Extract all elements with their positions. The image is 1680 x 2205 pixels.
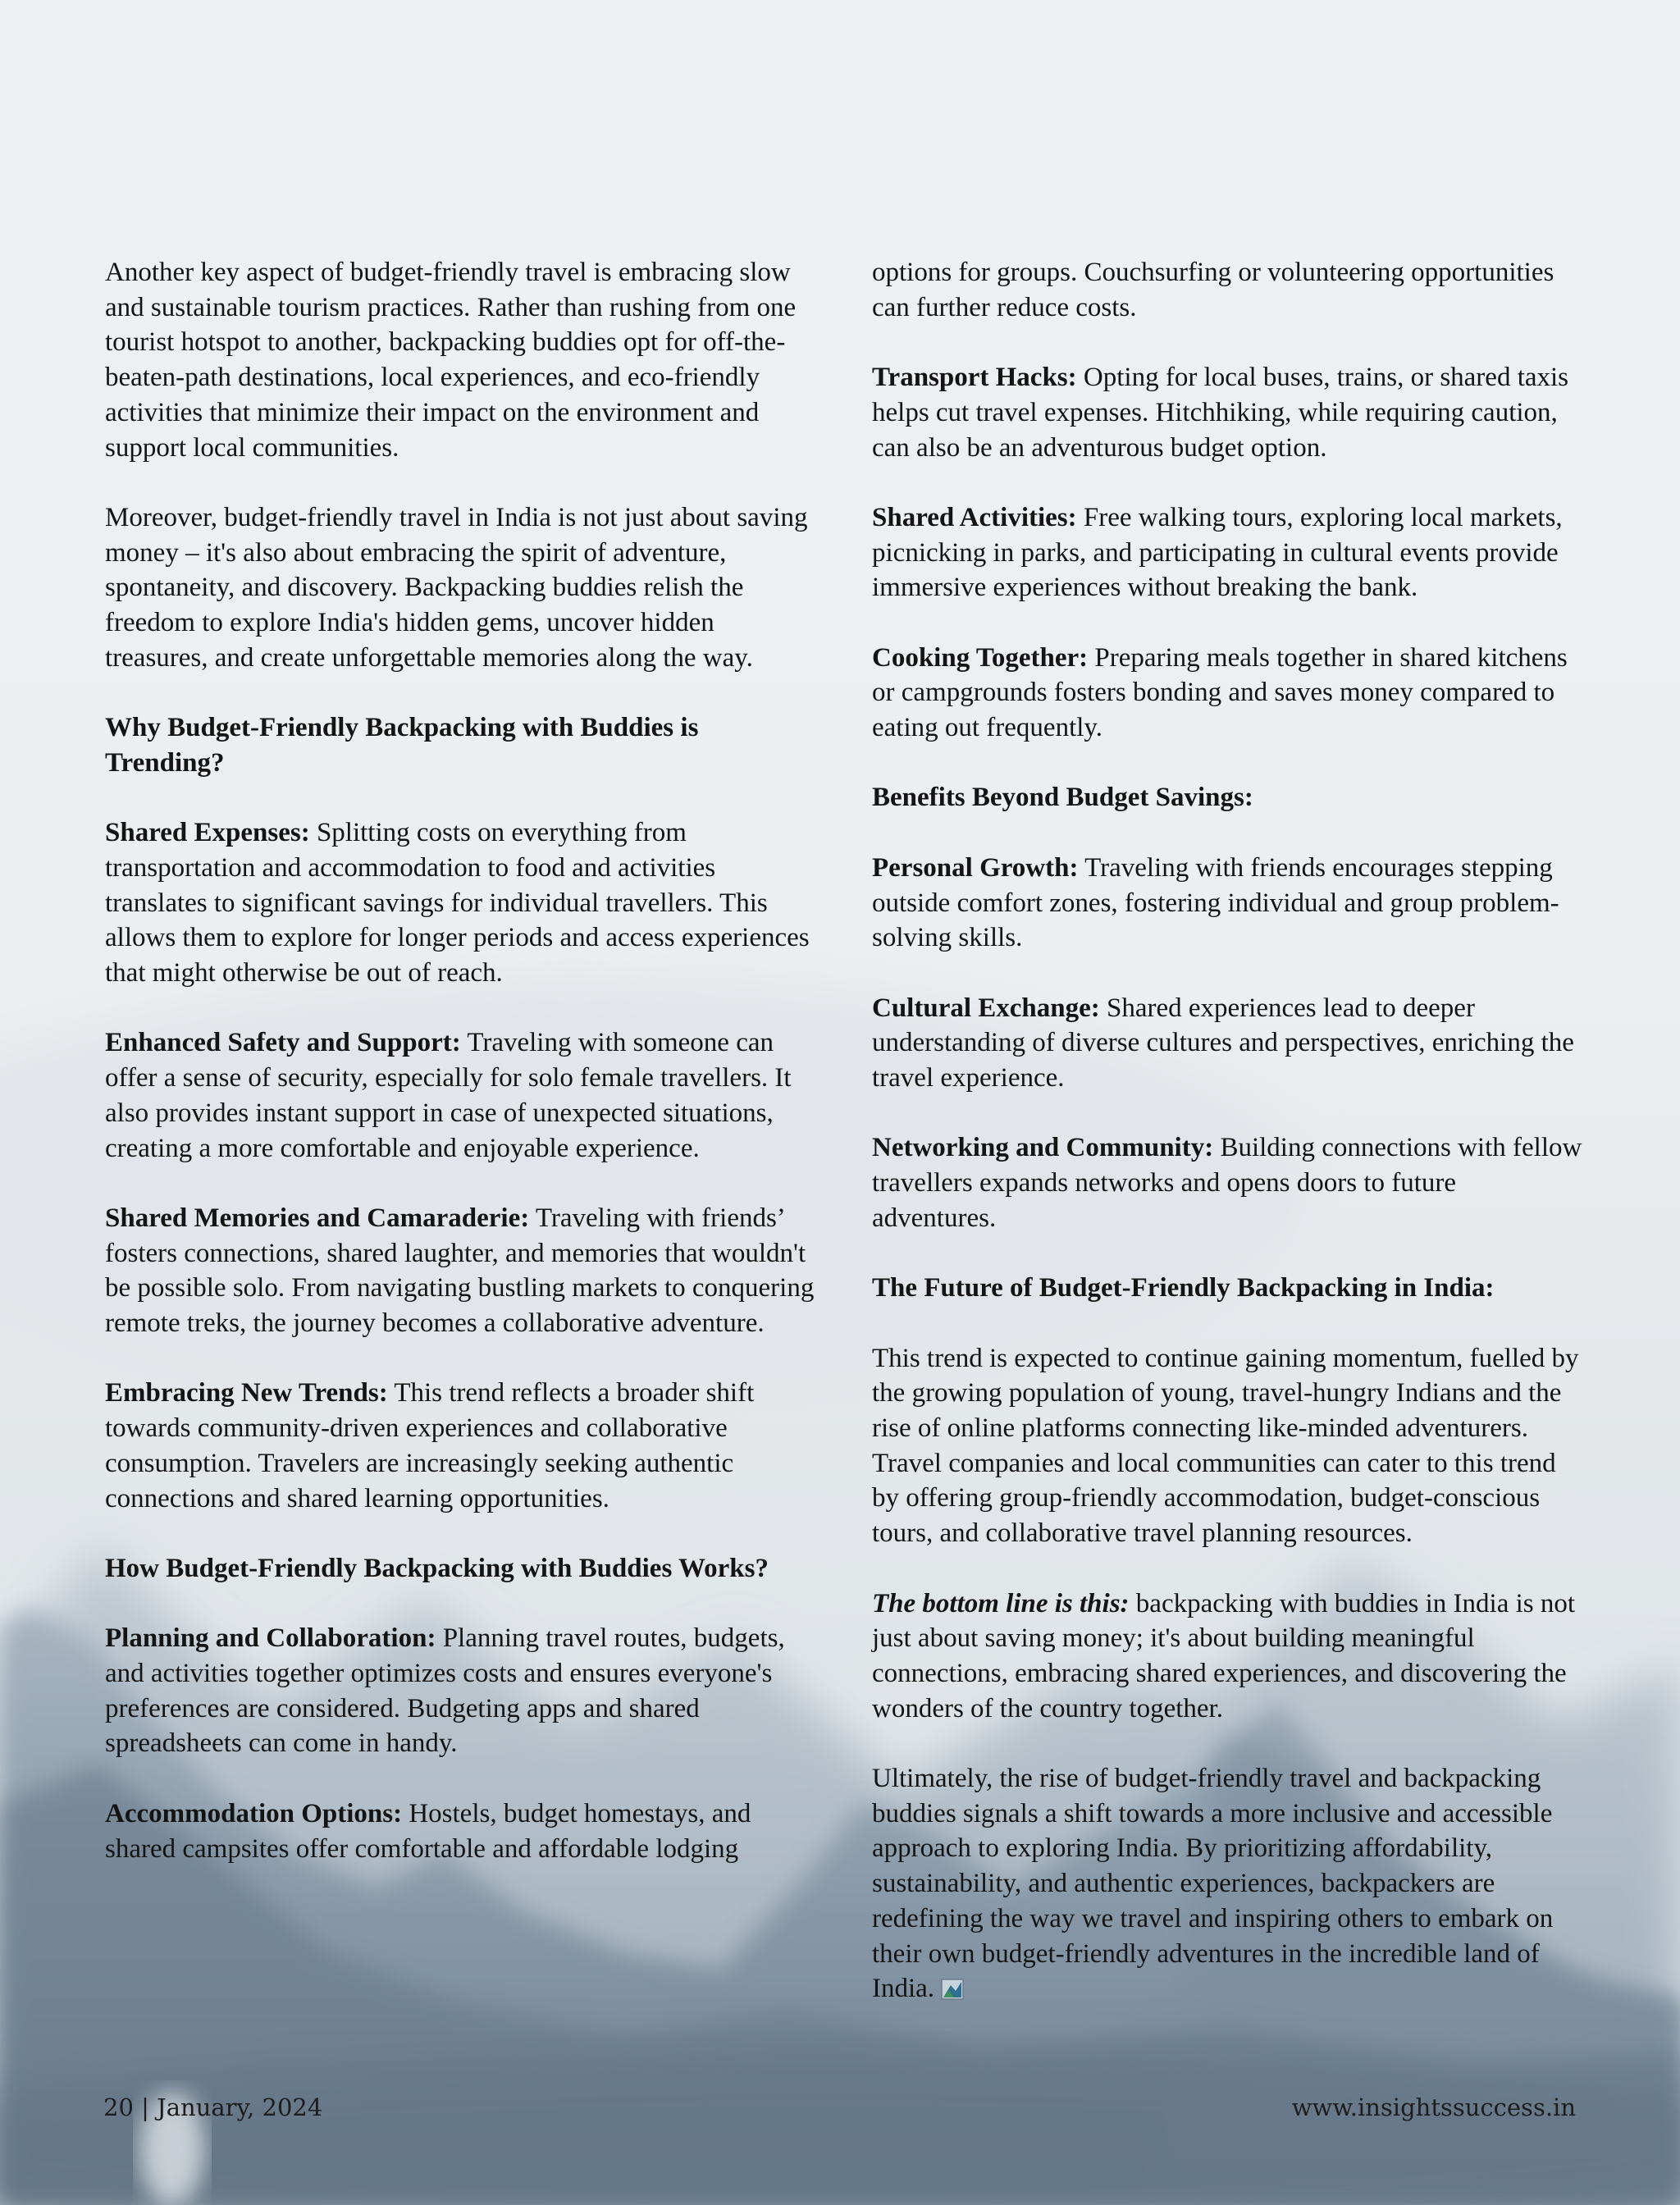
term-description: Traveling with friends encourages stepping outside comfort zones, fostering individual and group problem-solving skills. xyxy=(872,852,1559,953)
term-description: Preparing meals together in shared kitchens or campgrounds fosters bonding and saves money compared to eating out frequently. xyxy=(872,642,1568,743)
heading-how-it-works: How Budget-Friendly Backpacking with Buddies Works? xyxy=(105,1553,769,1583)
term-description: Free walking tours, exploring local markets, picnicking in parks, and participating in cultural events provide immersive experiences without breaking the bank. xyxy=(872,502,1563,603)
paragraph-slow-tourism: Another key aspect of budget-friendly travel is embracing slow and sustainable tourism practices. Rather than rushing from one tourist hotspot to another, backpacking buddies opt for off-the-beaten-path destinations, local experiences, and eco-friendly activities that minimize their impact on the environment and support local communities. xyxy=(105,258,797,463)
bottom-line-text: backpacking with buddies in India is not just about saving money; it's about building meaningful connections, embracing shared experiences, and discovering the wonders of the country together. xyxy=(872,1588,1576,1723)
term-description: Traveling with someone can offer a sense of security, especially for solo female travellers. It also provides instant support in case of unexpected situations, creating a more comfortable and enjoyable experience. xyxy=(105,1028,792,1163)
term-label: Shared Memories and Camaraderie: xyxy=(105,1203,530,1233)
item-enhanced-safety xyxy=(105,1025,819,1166)
term-label: Shared Expenses: xyxy=(105,818,310,848)
term-label: Planning and Collaboration: xyxy=(105,1623,436,1654)
term-description: Building connections with fellow travellers expands networks and opens doors to future adventures. xyxy=(872,1133,1582,1233)
term-description: Hostels, budget homestays, and shared campsites offer comfortable and affordable lodging xyxy=(105,1798,751,1864)
item-shared-expenses xyxy=(105,815,819,991)
paragraph-future-trend: This trend is expected to continue gaining momentum, fuelled by the growing population of young, travel-hungry Indians and the rise of online platforms connecting like-minded adventurers. Travel companies and local communities can cater to this trend by offering group-friendly accommodation, budget-conscious tours, and collaborative travel planning resources. xyxy=(872,1343,1579,1549)
term-label: Networking and Community: xyxy=(872,1133,1214,1163)
end-of-article-icon xyxy=(941,1979,964,2000)
bottom-line-lead: The bottom line is this: xyxy=(872,1588,1130,1618)
term-label: Enhanced Safety and Support: xyxy=(105,1028,461,1058)
paragraph-accommodation-continued: options for groups. Couchsurfing or volunteering opportunities can further reduce costs. xyxy=(872,258,1554,322)
item-shared-memories xyxy=(105,1201,819,1341)
term-label: Personal Growth: xyxy=(872,852,1079,883)
heading-why-trending: Why Budget-Friendly Backpacking with Buddies is Trending? xyxy=(105,713,699,778)
term-description: Splitting costs on everything from transportation and accommodation to food and activities translates to significant savings for individual travellers. This allows them to explore for longer periods and access experiences that might otherwise be out of reach. xyxy=(105,818,810,988)
item-networking xyxy=(872,1130,1586,1235)
paragraph-bottom-line xyxy=(872,1586,1586,1727)
page-number-date: 20 | January, 2024 xyxy=(103,2093,323,2121)
term-label: Embracing New Trends: xyxy=(105,1378,388,1408)
term-description: Shared experiences lead to deeper understanding of diverse cultures and perspectives, enriching the travel experience. xyxy=(872,993,1574,1093)
left-column xyxy=(105,255,819,1901)
term-label: Cultural Exchange: xyxy=(872,993,1100,1023)
heading-future: The Future of Budget-Friendly Backpacking in India: xyxy=(872,1273,1495,1303)
item-personal-growth xyxy=(872,851,1586,956)
term-label: Cooking Together: xyxy=(872,642,1089,673)
term-label: Transport Hacks: xyxy=(872,363,1077,393)
right-column xyxy=(872,255,1586,2042)
item-shared-activities xyxy=(872,500,1586,605)
term-description: Traveling with friends’ fosters connections, shared laughter, and memories that wouldn't be possible solo. From navigating bustling markets to conquering remote treks, the journey becomes a collaborative adventure. xyxy=(105,1203,815,1339)
term-description: This trend reflects a broader shift towards community-driven experiences and collaborative consumption. Travelers are increasingly seeking authentic connections and shared learning opportunities. xyxy=(105,1378,755,1513)
paragraph-conclusion xyxy=(872,1761,1586,2006)
term-label: Shared Activities: xyxy=(872,502,1077,532)
term-description: Opting for local buses, trains, or shared taxis helps cut travel expenses. Hitchhiking, while requiring caution, can also be an adventurous budget option. xyxy=(872,363,1569,463)
item-cooking-together xyxy=(872,641,1586,746)
heading-benefits: Benefits Beyond Budget Savings: xyxy=(872,783,1253,813)
item-transport-hacks xyxy=(872,360,1586,465)
item-planning xyxy=(105,1621,819,1761)
item-cultural-exchange xyxy=(872,991,1586,1096)
item-new-trends xyxy=(105,1376,819,1516)
paragraph-spirit-of-adventure: Moreover, budget-friendly travel in India is not just about saving money – it's also about embracing the spirit of adventure, spontaneity, and discovery. Backpacking buddies relish the freedom to explore India's hidden gems, uncover hidden treasures, and create unforgettable memories along the way. xyxy=(105,502,808,673)
conclusion-text: Ultimately, the rise of budget-friendly travel and backpacking buddies signals a shift towards a more inclusive and accessible approach to exploring India. By prioritizing affordability, sustainability, and authentic experiences, backpackers are redefining the way we travel and inspiring others to embark on their own budget-friendly adventures in the incredible land of India. xyxy=(872,1764,1554,2004)
website-url: www.insightssuccess.in xyxy=(1291,2093,1576,2121)
term-description: Planning travel routes, budgets, and activities together optimizes costs and ensures everyone's preferences are considered. Budgeting apps and shared spreadsheets can come in handy. xyxy=(105,1623,785,1759)
term-label: Accommodation Options: xyxy=(105,1798,403,1828)
item-accommodation xyxy=(105,1796,819,1866)
